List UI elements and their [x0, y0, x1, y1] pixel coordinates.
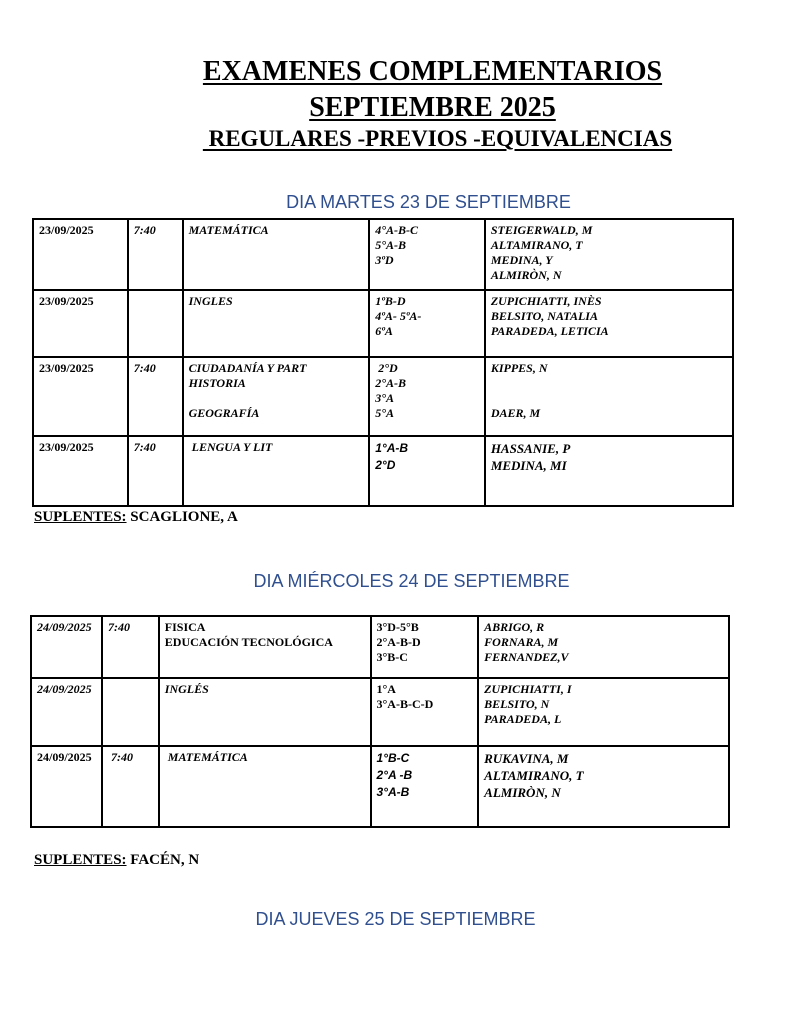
course-line: 5°A-B [375, 238, 407, 252]
subject-cell [159, 616, 371, 678]
teacher-line: MEDINA, MI [490, 458, 567, 473]
title-line-1: EXAMENES COMPLEMENTARIOS [202, 56, 663, 87]
suplentes-label: SUPLENTES: [34, 509, 127, 525]
title-line-2: SEPTIEMBRE 2025 [309, 92, 556, 123]
date-cell: 23/09/2025 [33, 436, 128, 506]
date-cell: 23/09/2025 [33, 357, 128, 436]
subject-line: GEOGRAFÍA [188, 406, 260, 420]
teacher-cell [485, 436, 733, 506]
subject-line: FISICA [164, 620, 206, 634]
teacher-line: DAER, M [490, 406, 541, 420]
course-line: 1°B-C [376, 751, 410, 765]
course-line: 3°B-C [376, 650, 408, 664]
teacher-cell [485, 357, 733, 436]
course-line: 3°A [375, 391, 395, 405]
course-cell [369, 290, 485, 357]
spacer [491, 391, 727, 406]
spacer [189, 391, 364, 406]
teacher-line: BELSITO, NATALIA [490, 309, 598, 323]
date-cell: 23/09/2025 [33, 290, 128, 357]
course-line: 3°A-B-C-D [376, 697, 434, 711]
teacher-line: ALTAMIRANO, T [490, 238, 583, 252]
teacher-line: STEIGERWALD, M [490, 223, 593, 237]
course-line: 3°A-B [376, 785, 410, 799]
course-line: 4°A-B-C [375, 223, 419, 237]
spacer [491, 376, 727, 391]
course-line: 2°A-B-D [376, 635, 421, 649]
subject-line: EDUCACIÓN TECNOLÓGICA [164, 635, 333, 649]
subject-cell [183, 436, 370, 506]
time-cell: 7:40 [102, 616, 159, 678]
table-row [31, 616, 729, 678]
subject-cell [183, 357, 370, 436]
teacher-cell [478, 678, 729, 746]
course-line: 4ºA- 5ºA- [375, 309, 422, 323]
teacher-line: PARADEDA, LETICIA [490, 324, 609, 338]
suplentes-names: SCAGLIONE, A [126, 509, 238, 525]
teacher-cell [485, 290, 733, 357]
exam-table-wednesday [30, 615, 730, 828]
time-cell: 7:40 [128, 436, 183, 506]
table-row [33, 357, 733, 436]
course-line: 5°A [375, 406, 395, 420]
course-cell [369, 219, 485, 290]
course-line: 3°D-5°B [376, 620, 419, 634]
suplentes-names: FACÉN, N [126, 852, 200, 868]
teacher-line: MEDINA, Y [490, 253, 553, 267]
course-cell [371, 678, 479, 746]
course-line: 2°D [375, 458, 396, 472]
suplentes-label: SUPLENTES: [34, 852, 127, 868]
teacher-line: FORNARA, M [484, 635, 559, 649]
day-heading-wednesday: DIA MIÉRCOLES 24 DE SEPTIEMBRE [253, 571, 570, 591]
teacher-cell [478, 616, 729, 678]
table-row [33, 219, 733, 290]
date-cell: 24/09/2025 [31, 616, 102, 678]
course-line: 1ºB-D [375, 294, 406, 308]
teacher-line: ABRIGO, R [484, 620, 545, 634]
date-cell: 24/09/2025 [31, 746, 102, 827]
course-line: 1°A-B [375, 441, 409, 455]
subject-cell [159, 746, 371, 827]
teacher-cell [485, 219, 733, 290]
course-cell [371, 616, 479, 678]
course-line: 2°A-B [375, 376, 407, 390]
table-row [31, 746, 729, 827]
subject-cell [183, 219, 370, 290]
teacher-line: ALMIRÒN, N [490, 268, 562, 282]
course-line: 1°A [376, 682, 396, 696]
course-line: 2°A -B [376, 768, 413, 782]
teacher-line: FERNANDEZ,V [484, 650, 569, 664]
table-row [33, 290, 733, 357]
subject-line: CIUDADANÍA Y PART [188, 361, 307, 375]
course-cell [369, 436, 485, 506]
time-cell: 7:40 [102, 746, 159, 827]
teacher-line: RUKAVINA, M [484, 751, 569, 766]
date-cell: 23/09/2025 [33, 219, 128, 290]
date-cell: 24/09/2025 [31, 678, 102, 746]
teacher-line: PARADEDA, L [484, 712, 562, 726]
teacher-line: ZUPICHIATTI, INÈS [490, 294, 602, 308]
subject-cell [183, 290, 370, 357]
teacher-line: KIPPES, N [490, 361, 548, 375]
course-cell [369, 357, 485, 436]
teacher-line: BELSITO, N [484, 697, 550, 711]
teacher-line: ZUPICHIATTI, I [484, 682, 572, 696]
suplentes-wednesday [34, 852, 199, 869]
subject-line: MATEMÁTICA [188, 223, 269, 237]
suplentes-tuesday [34, 509, 238, 526]
time-cell: 7:40 [128, 357, 183, 436]
day-heading-thursday: DIA JUEVES 25 DE SEPTIEMBRE [255, 909, 536, 929]
teacher-cell [478, 746, 729, 827]
subject-line: LENGUA Y LIT [188, 440, 273, 454]
subject-line: INGLES [188, 294, 233, 308]
subject-line: INGLÉS [164, 682, 209, 696]
subject-cell [159, 678, 371, 746]
course-line: 2°D [375, 361, 398, 375]
table-row [33, 436, 733, 506]
day-heading-tuesday: DIA MARTES 23 DE SEPTIEMBRE [286, 192, 571, 212]
subject-line: MATEMÁTICA [164, 750, 248, 764]
course-line: 3ºD [375, 253, 394, 267]
course-line: 6ºA [375, 324, 393, 338]
teacher-line: HASSANIE, P [490, 441, 571, 456]
teacher-line: ALMIRÒN, N [484, 785, 561, 800]
title-line-3: REGULARES -PREVIOS -EQUIVALENCIAS [202, 126, 673, 151]
table-row [31, 678, 729, 746]
exam-table-tuesday [32, 218, 734, 507]
subject-line: HISTORIA [188, 376, 246, 390]
course-cell [371, 746, 479, 827]
time-cell [128, 290, 183, 357]
teacher-line: ALTAMIRANO, T [484, 768, 584, 783]
time-cell: 7:40 [128, 219, 183, 290]
time-cell [102, 678, 159, 746]
